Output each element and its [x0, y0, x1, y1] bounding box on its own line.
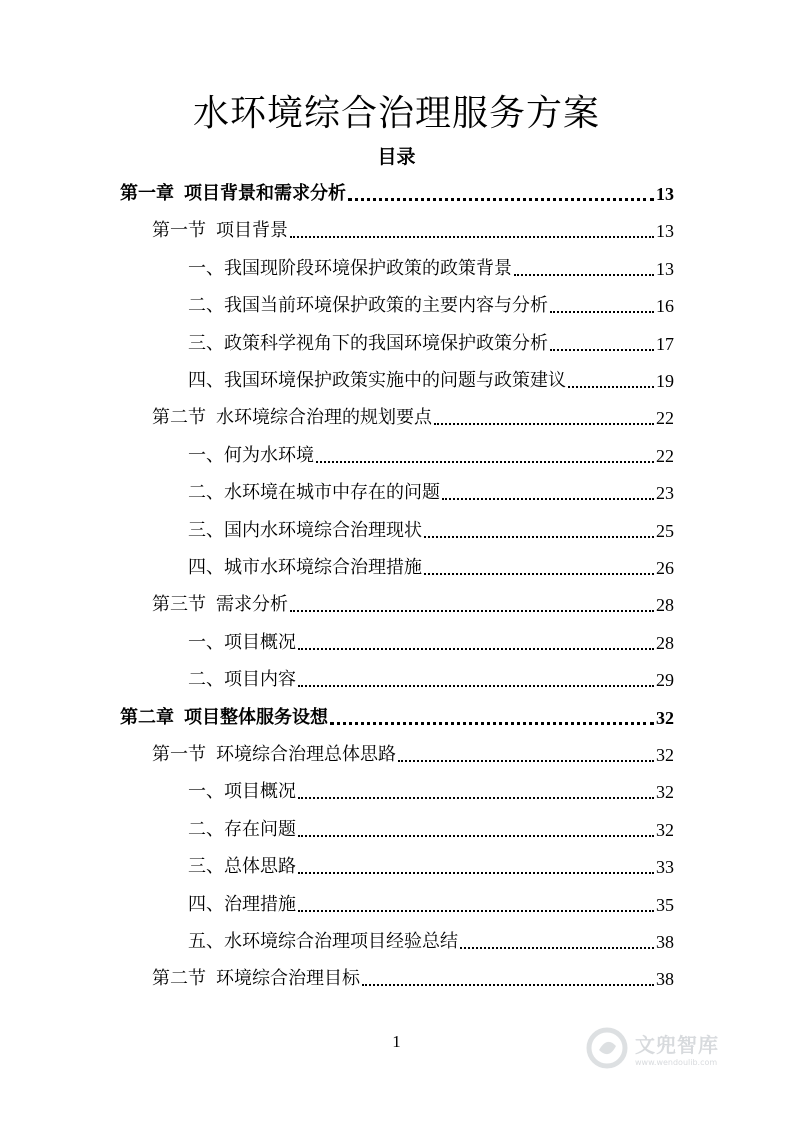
- toc-entry[interactable]: [120, 699, 674, 729]
- toc-entry-page: 38: [656, 969, 674, 989]
- toc-entry[interactable]: [188, 512, 674, 542]
- toc-entry-page: 35: [656, 895, 674, 915]
- toc-entry[interactable]: [188, 287, 674, 317]
- toc-dot-leader: [330, 722, 654, 725]
- toc-entry-title: 水环境综合治理的规划要点: [216, 407, 432, 428]
- toc-dot-leader: [316, 461, 654, 463]
- toc-entry-page: 13: [656, 221, 674, 241]
- toc-dot-leader: [298, 835, 654, 837]
- toc-entry-title: 项目背景和需求分析: [184, 183, 346, 204]
- watermark-url: www.wendoulib.com: [635, 1058, 718, 1067]
- toc-entry-number: 第一章: [120, 183, 174, 204]
- toc-entry-title: 项目背景: [216, 220, 288, 241]
- toc-entry-page: 16: [656, 296, 674, 316]
- toc-entry-title: 二、水环境在城市中存在的问题: [188, 482, 440, 503]
- toc-entry[interactable]: [152, 212, 674, 242]
- toc-dot-leader: [362, 984, 654, 986]
- toc-entry-title: 四、我国环境保护政策实施中的问题与政策建议: [188, 370, 566, 391]
- toc-dot-leader: [298, 872, 654, 874]
- watermark-name: 文兜智库: [635, 1033, 719, 1057]
- toc-entry-page: 13: [656, 259, 674, 279]
- watermark: [585, 1020, 765, 1076]
- toc-entry[interactable]: [188, 773, 674, 803]
- toc-entry-page: 28: [656, 633, 674, 653]
- wendou-logo-icon: [585, 1026, 629, 1070]
- toc-entry-title: 四、治理措施: [188, 894, 296, 915]
- toc-entry[interactable]: [152, 586, 674, 616]
- toc-entry-number: 第二节: [152, 968, 206, 989]
- toc-entry-number: 第二章: [120, 707, 174, 728]
- toc-entry-page: 29: [656, 670, 674, 690]
- toc-entry-title: 五、水环境综合治理项目经验总结: [188, 931, 458, 952]
- toc-entry-page: 22: [656, 408, 674, 428]
- toc-dot-leader: [550, 349, 654, 351]
- toc-entry-page: 22: [656, 446, 674, 466]
- toc-heading: 目录: [377, 146, 416, 168]
- toc-dot-leader: [290, 610, 654, 612]
- toc-entry-page: 32: [656, 708, 674, 728]
- toc-entry-page: 26: [656, 558, 674, 578]
- toc-entry-title: 二、项目内容: [188, 669, 296, 690]
- toc-dot-leader: [298, 797, 654, 799]
- toc-entry-title: 需求分析: [216, 594, 288, 615]
- toc-entry-number: 第二节: [152, 407, 206, 428]
- toc-entry-page: 32: [656, 820, 674, 840]
- toc-entry-page: 19: [656, 371, 674, 391]
- toc-dot-leader: [460, 947, 654, 949]
- toc-entry-title: 一、项目概况: [188, 781, 296, 802]
- toc-entry-page: 13: [656, 184, 674, 204]
- toc-entry-title: 项目整体服务设想: [184, 707, 328, 728]
- toc-entry-page: 28: [656, 595, 674, 615]
- toc-entry[interactable]: [188, 848, 674, 878]
- toc-entry[interactable]: [188, 923, 674, 953]
- toc-entry[interactable]: [152, 960, 674, 990]
- toc-dot-leader: [290, 236, 654, 238]
- toc-entry[interactable]: [188, 325, 674, 355]
- toc-entry[interactable]: [188, 362, 674, 392]
- toc-dot-leader: [424, 573, 654, 575]
- toc-entry-title: 三、国内水环境综合治理现状: [188, 520, 422, 541]
- toc-entry[interactable]: [188, 474, 674, 504]
- toc-dot-leader: [298, 648, 654, 650]
- toc-dot-leader: [398, 760, 654, 762]
- toc-entry-page: 38: [656, 932, 674, 952]
- toc-entry-page: 33: [656, 857, 674, 877]
- toc-entry-page: 32: [656, 745, 674, 765]
- toc-entry-title: 三、政策科学视角下的我国环境保护政策分析: [188, 333, 548, 354]
- toc-entry-page: 25: [656, 521, 674, 541]
- document-title: 水环境综合治理服务方案: [192, 93, 600, 134]
- toc-entry-title: 二、我国当前环境保护政策的主要内容与分析: [188, 295, 548, 316]
- toc-entry-title: 一、何为水环境: [188, 445, 314, 466]
- toc-entry-title: 二、存在问题: [188, 819, 296, 840]
- toc-entry[interactable]: [188, 437, 674, 467]
- toc-entry-number: 第一节: [152, 220, 206, 241]
- toc-entry[interactable]: [188, 549, 674, 579]
- toc-dot-leader: [514, 274, 654, 276]
- toc-dot-leader: [424, 536, 654, 538]
- toc-dot-leader: [568, 386, 654, 388]
- toc-entry-title: 环境综合治理目标: [216, 968, 360, 989]
- toc-entry-page: 17: [656, 334, 674, 354]
- toc-entry-title: 三、总体思路: [188, 856, 296, 877]
- page-number: 1: [392, 1032, 401, 1051]
- toc-entry-title: 环境综合治理总体思路: [216, 744, 396, 765]
- toc-entry[interactable]: [188, 250, 674, 280]
- toc-dot-leader: [348, 198, 654, 201]
- toc-entry-title: 一、项目概况: [188, 632, 296, 653]
- toc-entry[interactable]: [188, 624, 674, 654]
- toc-entry[interactable]: [152, 399, 674, 429]
- toc-entry[interactable]: [152, 736, 674, 766]
- toc-entry-title: 四、城市水环境综合治理措施: [188, 557, 422, 578]
- toc-dot-leader: [298, 910, 654, 912]
- toc-entry-number: 第三节: [152, 594, 206, 615]
- toc-entry[interactable]: [188, 661, 674, 691]
- toc-entry[interactable]: [120, 175, 674, 205]
- toc-entry[interactable]: [188, 811, 674, 841]
- toc-dot-leader: [298, 685, 654, 687]
- toc-dot-leader: [434, 423, 654, 425]
- toc-entry-page: 23: [656, 483, 674, 503]
- toc-entry-title: 一、我国现阶段环境保护政策的政策背景: [188, 258, 512, 279]
- toc-entry-page: 32: [656, 782, 674, 802]
- toc-entry[interactable]: [188, 886, 674, 916]
- toc-dot-leader: [550, 311, 654, 313]
- toc-dot-leader: [442, 498, 654, 500]
- toc-entry-number: 第一节: [152, 744, 206, 765]
